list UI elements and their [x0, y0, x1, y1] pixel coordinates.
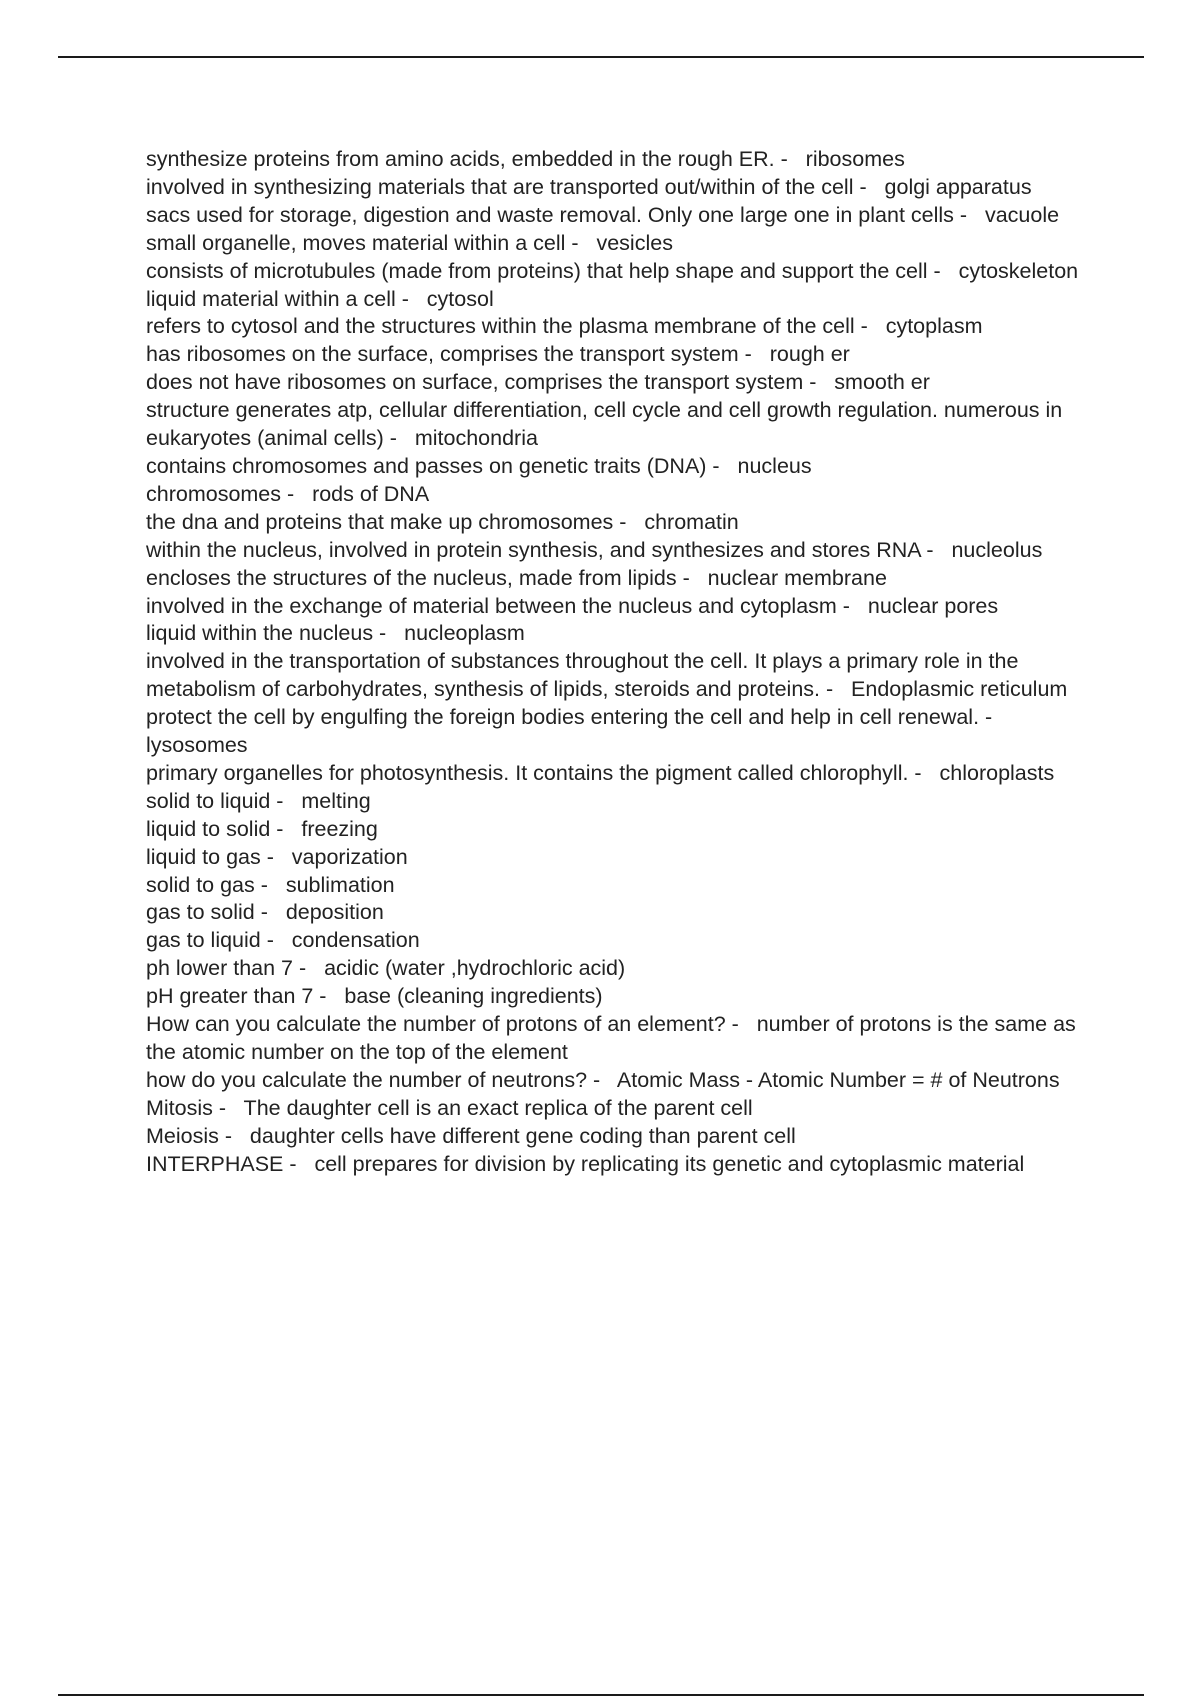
list-item: pH greater than 7 - base (cleaning ingredients): [146, 984, 603, 1009]
bottom-divider: [58, 1694, 1144, 1696]
list-item: refers to cytosol and the structures within the plasma membrane of the cell - cytoplasm: [146, 314, 983, 339]
list-item: solid to liquid - melting: [146, 788, 371, 813]
list-item: contains chromosomes and passes on genetic traits (DNA) - nucleus: [146, 453, 812, 478]
list-item: consists of microtubules (made from proteins) that help shape and support the cell - cytoskeleton: [146, 258, 1079, 283]
list-item: does not have ribosomes on surface, comprises the transport system - smooth er: [146, 370, 930, 395]
list-item: within the nucleus, involved in protein synthesis, and synthesizes and stores RNA - nucleolus: [146, 537, 1043, 562]
list-item: gas to liquid - condensation: [146, 928, 420, 953]
list-item: liquid within the nucleus - nucleoplasm: [146, 621, 525, 646]
list-item: primary organelles for photosynthesis. It contains the pigment called chlorophyll. - chloroplasts: [146, 760, 1055, 785]
list-item: gas to solid - deposition: [146, 900, 384, 925]
list-item: liquid material within a cell - cytosol: [146, 286, 494, 311]
list-item: the dna and proteins that make up chromosomes - chromatin: [146, 509, 739, 534]
list-item: small organelle, moves material within a cell - vesicles: [146, 230, 673, 255]
list-item: How can you calculate the number of protons of an element? - number of protons is the same as the atomic number on the top of the element: [146, 1012, 1082, 1064]
list-item: synthesize proteins from amino acids, embedded in the rough ER. - ribosomes: [146, 147, 905, 171]
list-item: Mitosis - The daughter cell is an exact replica of the parent cell: [146, 1095, 753, 1120]
list-item: Meiosis - daughter cells have different gene coding than parent cell: [146, 1123, 796, 1148]
list-item: protect the cell by engulfing the foreign bodies entering the cell and help in cell renewal. - lysosomes: [146, 705, 1011, 758]
list-item: involved in synthesizing materials that are transported out/within of the cell - golgi apparatus: [146, 174, 1032, 199]
list-item: chromosomes - rods of DNA: [146, 481, 430, 506]
list-item: involved in the transportation of substances throughout the cell. It plays a primary role in the metabolism of carbohydrates, synthesis of lipids, steroids and proteins. - Endoplasmic reticulum: [146, 649, 1068, 702]
list-item: liquid to solid - freezing: [146, 816, 378, 841]
list-item: solid to gas - sublimation: [146, 872, 395, 897]
list-item: how do you calculate the number of neutrons? - Atomic Mass - Atomic Number = # of Neutrons: [146, 1067, 1060, 1092]
list-item: INTERPHASE - cell prepares for division by replicating its genetic and cytoplasmic material: [146, 1151, 1025, 1176]
top-divider: [58, 56, 1144, 58]
list-item: involved in the exchange of material between the nucleus and cytoplasm - nuclear pores: [146, 593, 999, 618]
list-item: encloses the structures of the nucleus, made from lipids - nuclear membrane: [146, 565, 887, 590]
flashcard-list: [146, 146, 1096, 1179]
list-item: has ribosomes on the surface, comprises the transport system - rough er: [146, 342, 850, 367]
list-item: structure generates atp, cellular differentiation, cell cycle and cell growth regulation. numerous in eukaryotes (animal cells) - mitochondria: [146, 398, 1069, 451]
list-item: liquid to gas - vaporization: [146, 844, 408, 869]
list-item: ph lower than 7 - acidic (water ,hydrochloric acid): [146, 956, 626, 981]
list-item: sacs used for storage, digestion and waste removal. Only one large one in plant cells - vacuole: [146, 202, 1060, 227]
